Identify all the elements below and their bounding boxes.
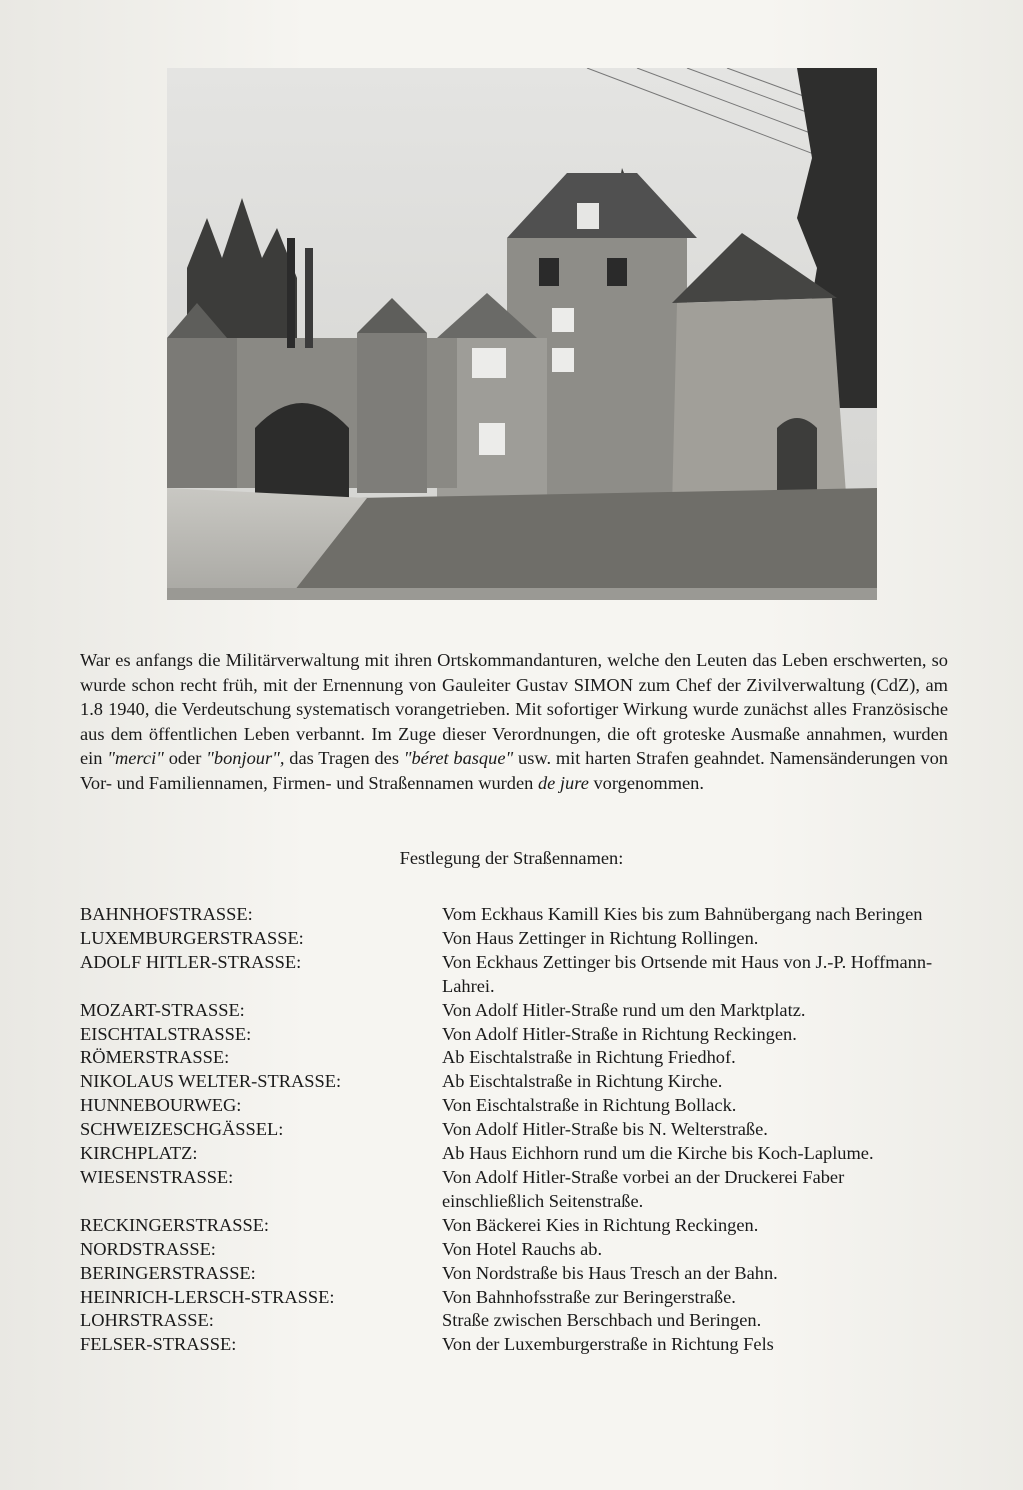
street-name: FELSER-STRASSE: [80, 1334, 237, 1355]
street-row [80, 903, 960, 927]
castle-gate-photo [167, 68, 877, 600]
street-name: RÖMERSTRASSE: [80, 1047, 230, 1068]
street-name: MOZART-STRASSE: [80, 999, 245, 1020]
intro-beret: "béret basque" [403, 748, 514, 769]
street-description: Ab Haus Eichhorn rund um die Kirche bis Koch-Laplume. [442, 1143, 874, 1164]
street-name: LUXEMBURGERSTRASSE: [80, 927, 304, 948]
intro-text-2: oder [163, 748, 207, 769]
street-description: Ab Eischtalstraße in Richtung Kirche. [442, 1071, 723, 1092]
street-name: LOHRSTRASSE: [80, 1310, 214, 1331]
intro-text-4: usw. mit harten Strafen geahndet. Namensänderungen von Vor- und Familiennamen, Firmen- und Straßennamen wurden [80, 748, 948, 793]
street-name: ADOLF HITLER-STRASSE: [80, 951, 302, 972]
intro-paragraph [80, 648, 948, 796]
street-name: BERINGERSTRASSE: [80, 1262, 256, 1283]
street-description: Von Eckhaus Zettinger bis Ortsende mit Haus von J.-P. Hoffmann-Lahrei. [442, 951, 933, 996]
street-list-heading: Festlegung der Straßennamen: [399, 848, 624, 868]
street-description: Von der Luxemburgerstraße in Richtung Fels [442, 1334, 774, 1355]
street-name: BAHNHOFSTRASSE: [80, 904, 253, 924]
street-name: SCHWEIZESCHGÄSSEL: [80, 1119, 284, 1140]
street-name: WIESENSTRASSE: [80, 1166, 234, 1187]
street-row [80, 999, 960, 1023]
street-description: Von Adolf Hitler-Straße vorbei an der Druckerei Faber einschließlich Seitenstraße. [442, 1166, 845, 1211]
street-list [80, 903, 960, 1357]
street-name: NORDSTRASSE: [80, 1238, 216, 1259]
street-name: NIKOLAUS WELTER-STRASSE: [80, 1071, 342, 1092]
street-row [80, 1286, 960, 1310]
street-row [80, 927, 960, 951]
street-description: Von Adolf Hitler-Straße in Richtung Reckingen. [442, 1023, 797, 1044]
street-description: Von Adolf Hitler-Straße bis N. Welterstraße. [442, 1119, 768, 1140]
street-description: Von Hotel Rauchs ab. [442, 1238, 603, 1259]
street-row [80, 1023, 960, 1047]
street-description: Straße zwischen Berschbach und Beringen. [442, 1310, 762, 1331]
street-row [80, 1166, 960, 1214]
street-row [80, 951, 960, 999]
intro-text-3: das Tragen des [284, 748, 404, 769]
street-name: KIRCHPLATZ: [80, 1143, 198, 1164]
intro-merci: "merci" [107, 748, 164, 769]
street-row [80, 1118, 960, 1142]
street-row [80, 1238, 960, 1262]
intro-dejure: de jure [537, 772, 589, 793]
street-name: HEINRICH-LERSCH-STRASSE: [80, 1286, 335, 1307]
street-row [80, 1262, 960, 1286]
intro-text-5: vorgenommen. [588, 772, 704, 793]
street-name: EISCHTALSTRASSE: [80, 1023, 252, 1044]
street-row [80, 1333, 960, 1357]
street-description: Von Adolf Hitler-Straße rund um den Marktplatz. [442, 999, 806, 1020]
castle-gate-photo-icon [167, 68, 877, 600]
street-description: Von Eischtalstraße in Richtung Bollack. [442, 1095, 737, 1116]
intro-bonjour: "bonjour", [206, 748, 285, 769]
street-name: RECKINGERSTRASSE: [80, 1214, 270, 1235]
street-description: Von Nordstraße bis Haus Tresch an der Bahn. [442, 1262, 778, 1283]
street-row [80, 1309, 960, 1333]
street-description: Von Bäckerei Kies in Richtung Reckingen. [442, 1214, 759, 1235]
street-description: Von Bahnhofsstraße zur Beringerstraße. [442, 1286, 736, 1307]
street-row [80, 1094, 960, 1118]
street-row [80, 1070, 960, 1094]
street-description: Vom Eckhaus Kamill Kies bis zum Bahnübergang nach Beringen [442, 904, 923, 924]
street-description: Von Haus Zettinger in Richtung Rollingen. [442, 927, 759, 948]
street-name: HUNNEBOURWEG: [80, 1095, 242, 1116]
street-row [80, 1142, 960, 1166]
street-row [80, 1046, 960, 1070]
intro-text-1: War es anfangs die Militärverwaltung mit ihren Ortskommandanturen, welche den Leuten das Leben erschwerten, so wurde schon recht früh, mit der Ernennung von Gauleiter Gustav SIMON zum Chef der Zivilverwaltung (CdZ), am 1.8 1940, die Verdeutschung systematisch vorangetrieben. Mit sofortiger Wirkung wurde zunächst alles Französische aus dem öffentlichen Leben verbannt. Im Zuge dieser Verordnungen, die oft groteske Ausmaße annahmen, wurden ein [80, 650, 948, 769]
street-description: Ab Eischtalstraße in Richtung Friedhof. [442, 1047, 736, 1068]
street-row [80, 1214, 960, 1238]
